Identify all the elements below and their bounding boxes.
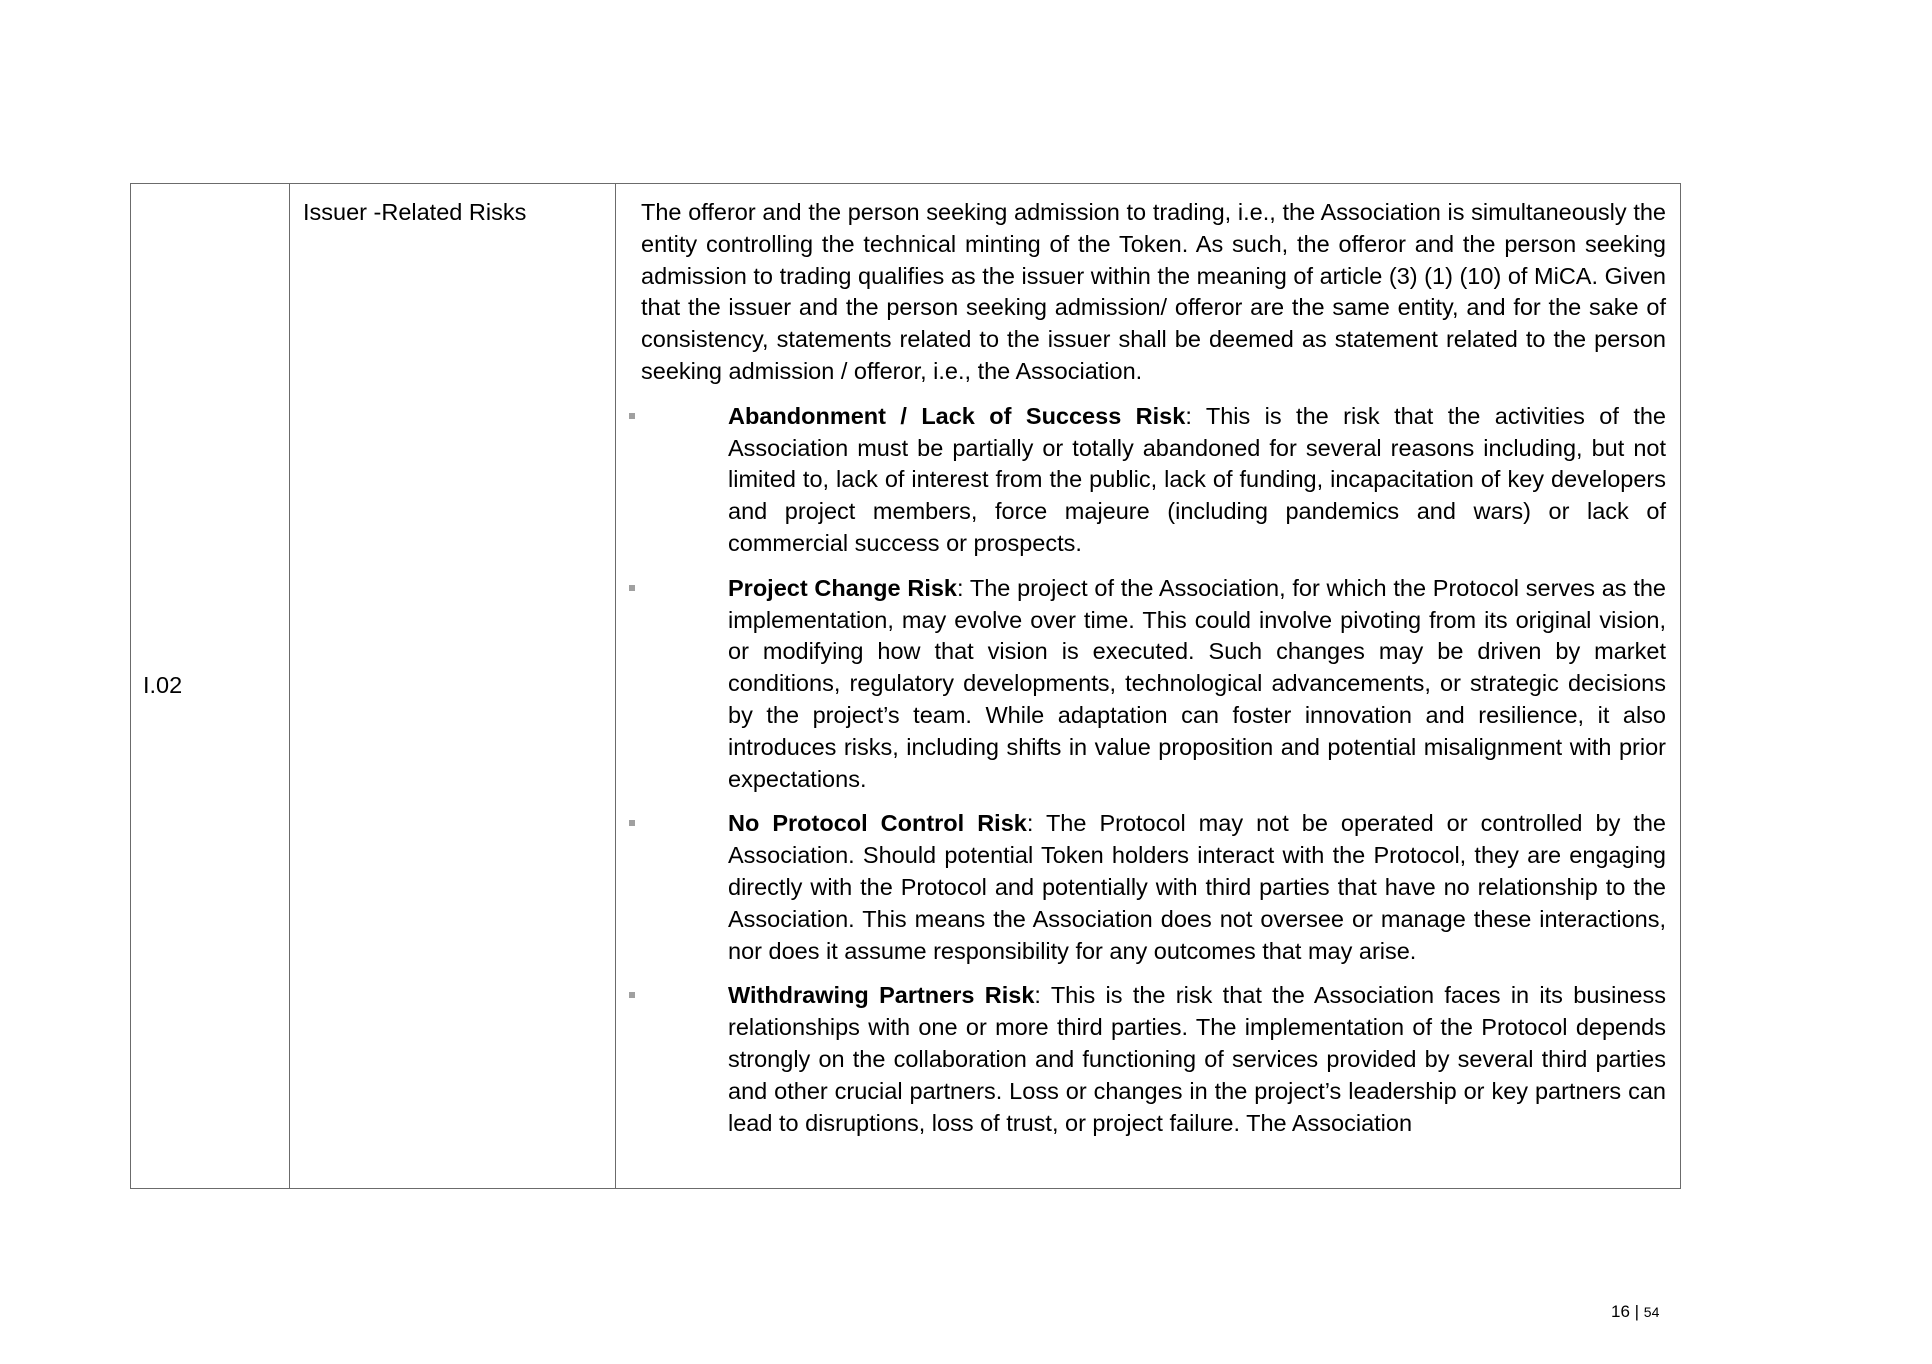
risk-text: : This is the risk that the Association faces in its business relationships with one or more third parties. The implementation of the Protocol depends strongly on the collaboration and functioning of services provided by several third parties and other crucial partners. Loss or changes in the project’s leadership or key partners can lead to disruptions, loss of trust, or project failure. The Association: [728, 982, 1666, 1136]
risk-title: Project Change Risk: [728, 574, 957, 601]
intro-paragraph: The offeror and the person seeking admission to trading, i.e., the Association is simultaneously the entity controlling the technical minting of the Token. As such, the offeror and the person seeking admission to trading qualifies as the issuer within the meaning of article (3) (1) (10) of MiCA. Given that the issuer and the person seeking admission/ offeror are the same entity, and for the sake of consistency, statements related to the issuer shall be deemed as statement related to the person seeking admission / offeror, i.e., the Association.: [641, 199, 1666, 384]
risk-text: : This is the risk that the activities of the Association must be partially or totally abandoned for several reasons including, but not limited to, lack of interest from the public, lack of funding, incapacitation of key developers and project members, force majeure (including pandemics and wars) or lack of commercial success or prospects.: [728, 402, 1666, 556]
risk-title: Withdrawing Partners Risk: [728, 982, 1035, 1009]
current-page: 16: [1611, 1302, 1630, 1321]
bullet-icon: [629, 585, 635, 591]
table-row: [131, 184, 1681, 1189]
list-item: [641, 401, 1666, 560]
list-item: [641, 808, 1666, 967]
bullet-icon: [629, 413, 635, 419]
total-pages: 54: [1643, 1304, 1660, 1320]
risk-text: : The Protocol may not be operated or controlled by the Association. Should potential Token holders interact with the Protocol, they are engaging directly with the Protocol and potentially with third parties that have no relationship to the Association. This means the Association does not oversee or manage these interactions, nor does it assume responsibility for any outcomes that may arise.: [728, 810, 1666, 964]
list-item: [641, 980, 1666, 1139]
bullet-icon: [629, 820, 635, 826]
page-number: [1611, 1302, 1659, 1322]
risk-category: Issuer -Related Risks: [290, 184, 616, 1189]
risk-title: Abandonment / Lack of Success Risk: [728, 402, 1186, 429]
risk-table: [130, 183, 1681, 1189]
page-separator: |: [1629, 1302, 1644, 1321]
risk-id: I.02: [131, 184, 290, 1189]
risk-description: [616, 184, 1681, 1189]
risk-title: No Protocol Control Risk: [728, 810, 1027, 837]
bullet-icon: [629, 992, 635, 998]
risk-text: : The project of the Association, for which the Protocol serves as the implementation, may evolve over time. This could involve pivoting from its original vision, or modifying how that vision is executed. Such changes may be driven by market conditions, regulatory developments, technological advancements, or strategic decisions by the project’s team. While adaptation can foster innovation and resilience, it also introduces risks, including shifts in value proposition and potential misalignment with prior expectations.: [728, 574, 1666, 792]
list-item: [641, 573, 1666, 796]
